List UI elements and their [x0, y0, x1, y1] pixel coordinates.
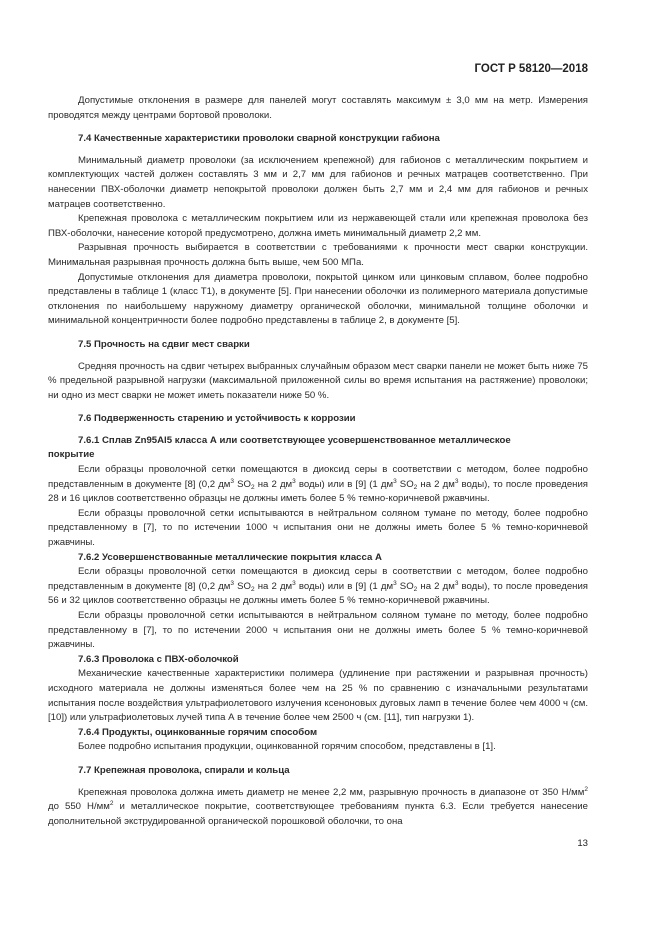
paragraph: Допустимые отклонения для диаметра проволоки, покрытой цинком или цинковым сплавом, более подробно представлены в таблице 1 (класс Т1), в документе [5]. При нанесении оболочки из полимерного материала допустимые отклонения по наибольшему наружному диаметру органической оболочки, минимальной толщине оболочки и минимальной концентричности более подробно представлены в таблице 2, в документе [5].	[48, 271, 588, 327]
superscript: 3	[230, 477, 235, 485]
superscript: 3	[292, 579, 296, 587]
text-run: SO	[234, 478, 252, 490]
text-run: Если образцы проволочной сетки помещаются в диоксид серы в соответствии с методом, более подробно представленным в документе [8] (0,2 дм	[48, 566, 588, 592]
paragraph: Механические качественные характеристики полимера (удлинение при растяжении и разрывная прочность) исходного материала не должны изменяться более чем на 25 % по сравнению с изначальными результатами испытания после воздействия ультрафиолетового излучения ксеноновых дуговых ламп в течение более чем 4000 ч (см. [10]) или ультрафиолетовых лучей типа А в течение более чем 2500 ч (см. [11], тип нагрузки 1).	[48, 668, 588, 724]
text-run: Если образцы проволочной сетки помещаются в диоксид серы в соответствии с методом, более подробно представленным в документе [8] (0,2 дм	[48, 464, 588, 490]
paragraph: Разрывная прочность выбирается в соответствии с требованиями к прочности мест сварки конструкции. Минимальная разрывная прочность должна быть выше, чем 500 МПа.	[48, 242, 588, 268]
paragraph: Если образцы проволочной сетки испытываются в нейтральном соляном тумане по методу, более подробно представленному в [7], то по истечении 2000 ч испытания они не должны иметь более 5 % темно-коричневой ржавчины.	[48, 610, 588, 651]
page-body	[48, 94, 588, 829]
subscript: 2	[251, 585, 255, 593]
paragraph: Крепежная проволока с металлическим покрытием или из нержавеющей стали или крепежная проволока без ПВХ-оболочки, нанесение которой предусмотрено, должна иметь минимальный диаметр 2,2 мм.	[48, 213, 588, 239]
superscript: 3	[393, 477, 397, 485]
subsection-7-6-3-heading: 7.6.3 Проволока с ПВХ-оболочкой	[78, 653, 239, 665]
text-run: и металлическое покрытие, соответствующее требованиям пункта 6.3. Если требуется нанесение дополнительной экструдированной органической порошковой оболочки, то она	[48, 801, 588, 827]
section-7-6-heading: 7.6 Подверженность старению и устойчивость к коррозии	[78, 413, 356, 425]
text-run: SO	[396, 478, 414, 490]
paragraph: Если образцы проволочной сетки испытываются в нейтральном соляном тумане по методу, более подробно представленному в [7], то по истечении 1000 ч испытания они не должны иметь более 5 % темно-коричневой ржавчины.	[48, 507, 588, 549]
text-run: Крепежная проволока должна иметь диаметр не менее 2,2 мм, разрывную прочность в диапазоне от 350 Н/мм	[78, 786, 585, 798]
section-7-5-heading: 7.5 Прочность на сдвиг мест сварки	[78, 338, 250, 350]
paragraph-sulfur-dioxide-test	[48, 463, 588, 507]
subscript: 2	[413, 483, 418, 491]
text-run: воды), то после проведения 28 и 16 циклов соответственно образцы не должны иметь более 5 % темно-коричневой ржавчины.	[48, 478, 589, 505]
text-run: воды) или в [9] (1 дм	[295, 478, 394, 490]
text-run: на 2 дм	[417, 580, 455, 592]
text-run: воды) или в [9] (1 дм	[295, 580, 394, 592]
subscript: 2	[413, 585, 418, 593]
section-7-4-heading: 7.4 Качественные характеристики проволоки сварной конструкции габиона	[78, 133, 440, 145]
document-number: ГОСТ Р 58120—2018	[474, 63, 588, 75]
superscript: 3	[292, 477, 296, 485]
paragraph: Минимальный диаметр проволоки (за исключением крепежной) для габионов с металлическим покрытием и комплектующих частей должен составлять 3 мм и 2,7 мм для габионов и речных матрацев соответственно. При нанесении ПВХ-оболочки диаметр непокрытой проволоки должен быть 2,7 мм и 2,4 мм для габионов и речных матрацев соответственно.	[48, 154, 588, 210]
page-number: 13	[577, 838, 588, 849]
paragraph-tolerances: Допустимые отклонения в размере для панелей могут составлять максимум ± 3,0 мм на метр. Измерения проводятся между центрами бортовой проволоки.	[48, 95, 588, 121]
paragraph: Более подробно испытания продукции, оцинкованной горячим способом, представлены в [1].	[78, 741, 496, 753]
superscript: 3	[230, 579, 235, 587]
text-run: до 550 Н/мм	[48, 801, 110, 813]
superscript: 2	[584, 785, 588, 793]
text-run: на 2 дм	[417, 478, 455, 490]
subsection-7-6-4-heading: 7.6.4 Продукты, оцинкованные горячим способом	[78, 726, 318, 738]
superscript: 3	[454, 579, 459, 587]
superscript: 2	[109, 800, 114, 808]
section-7-7-heading: 7.7 Крепежная проволока, спирали и кольца	[78, 764, 290, 776]
text-run: на 2 дм	[254, 478, 293, 490]
text-run: на 2 дм	[254, 580, 293, 592]
subsection-7-6-1-heading	[48, 434, 588, 463]
subscript: 2	[251, 483, 255, 491]
paragraph-fastening-wire	[48, 786, 588, 830]
text-run: воды), то после проведения 56 и 32 циклов соответственно образцы не должны иметь более 5 % темно-коричневой ржавчины.	[48, 580, 589, 607]
superscript: 3	[454, 477, 459, 485]
text-run: SO	[396, 580, 414, 592]
heading-line: 7.6.1 Сплав Zn95Al5 класса А или соответствующее усовершенствованное металлическое	[78, 434, 511, 446]
paragraph-sulfur-dioxide-test	[48, 565, 588, 609]
heading-line: покрытие	[48, 449, 95, 461]
subsection-7-6-2-heading: 7.6.2 Усовершенствованные металлические покрытия класса А	[78, 551, 382, 563]
paragraph: Средняя прочность на сдвиг четырех выбранных случайным образом мест сварки панели не может быть ниже 75 % предельной разрывной нагрузки (максимальной приложенной силы во время испытания на растяжение) проволоки; ни одно из мест сварки не может иметь показатели ниже 50 %.	[48, 360, 588, 401]
text-run: SO	[234, 580, 252, 592]
superscript: 3	[393, 579, 397, 587]
